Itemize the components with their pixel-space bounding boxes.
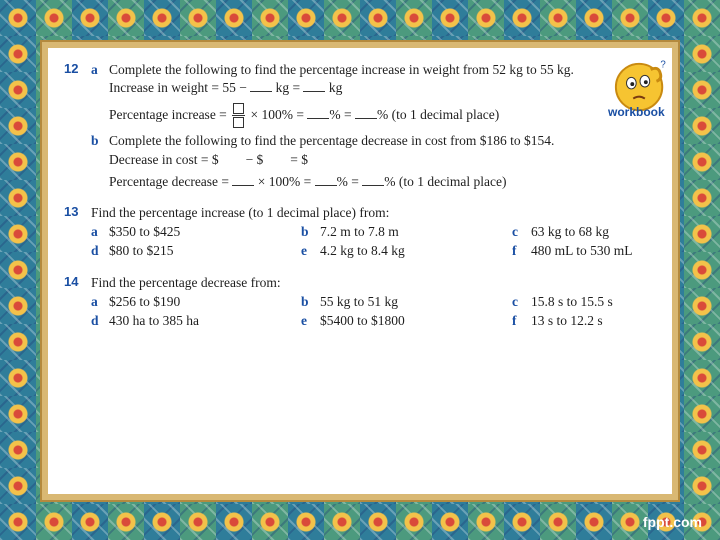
item-label: f: [512, 243, 517, 258]
fraction-boxes: [232, 103, 245, 128]
q12a-line2-mid: kg =: [275, 80, 301, 95]
item-label: b: [301, 294, 309, 309]
q12b-line3-post1: % =: [336, 174, 359, 189]
q12b-instruction: Complete the following to find the percentage decrease in cost from $186 to $154.: [109, 133, 555, 148]
q12a-line2-pre: Increase in weight = 55 −: [109, 80, 247, 95]
answer-blank[interactable]: [232, 175, 254, 186]
item-label: e: [301, 243, 307, 258]
item-label: e: [301, 313, 307, 328]
q12a-line3-post1: % =: [329, 107, 352, 122]
question-number-14: 14: [64, 274, 79, 289]
item-label: c: [512, 224, 518, 239]
workbook-label: workbook: [608, 105, 665, 119]
q13-instruction: Find the percentage increase (to 1 decimal place) from:: [91, 205, 390, 220]
watermark: fppt.com: [642, 514, 702, 530]
q14-item-f: 13 s to 12.2 s: [531, 313, 603, 328]
question-number-13: 13: [64, 204, 79, 219]
item-label: d: [91, 243, 99, 258]
q14-instruction: Find the percentage decrease from:: [91, 275, 281, 290]
item-label: f: [512, 313, 517, 328]
item-label: c: [512, 294, 518, 309]
item-label: d: [91, 313, 99, 328]
q13-item-b: 7.2 m to 7.8 m: [320, 224, 399, 239]
answer-blank[interactable]: [307, 108, 329, 119]
q12b-line3-post2: % (to 1 decimal place): [384, 174, 507, 189]
answer-blank[interactable]: [315, 175, 337, 186]
q12a-line3-pre: Percentage increase =: [109, 107, 227, 122]
q13-item-d: $80 to $215: [109, 243, 174, 258]
item-label: a: [91, 224, 98, 239]
answer-blank[interactable]: [250, 81, 272, 92]
q13-item-f: 480 mL to 530 mL: [531, 243, 633, 258]
q12b-line3-mid: × 100% =: [257, 174, 312, 189]
part-label-12b: b: [91, 133, 99, 148]
q13-item-c: 63 kg to 68 kg: [531, 224, 610, 239]
q12a-line3-mid: × 100% =: [250, 107, 305, 122]
question-number-12: 12: [64, 61, 79, 76]
item-label: a: [91, 294, 98, 309]
q14-item-a: $256 to $190: [109, 294, 181, 309]
part-label-12a: a: [91, 62, 98, 77]
denominator-box[interactable]: [233, 117, 244, 128]
q13-item-a: $350 to $425: [109, 224, 181, 239]
q14-item-e: $5400 to $1800: [320, 313, 405, 328]
q12a-line2-post: kg: [328, 80, 343, 95]
q12a-increase-line: [109, 80, 342, 96]
q14-item-b: 55 kg to 51 kg: [320, 294, 399, 309]
q12a-line3-post2: % (to 1 decimal place): [377, 107, 500, 122]
q14-item-c: 15.8 s to 15.5 s: [531, 294, 613, 309]
numerator-box[interactable]: [233, 103, 244, 114]
q12b-percentage-line: [109, 174, 506, 190]
q12b-decrease-line: Decrease in cost = $ − $ = $: [109, 152, 309, 167]
svg-text:?: ?: [660, 59, 666, 71]
answer-blank[interactable]: [303, 81, 325, 92]
q14-item-d: 430 ha to 385 ha: [109, 313, 199, 328]
answer-blank[interactable]: [362, 175, 384, 186]
q12a-percentage-line: [109, 100, 499, 130]
q12a-instruction: Complete the following to find the percentage increase in weight from 52 kg to 55 kg.: [109, 62, 574, 77]
item-label: b: [301, 224, 309, 239]
q13-item-e: 4.2 kg to 8.4 kg: [320, 243, 405, 258]
q12b-line3-pre: Percentage decrease =: [109, 174, 230, 189]
answer-blank[interactable]: [355, 108, 377, 119]
